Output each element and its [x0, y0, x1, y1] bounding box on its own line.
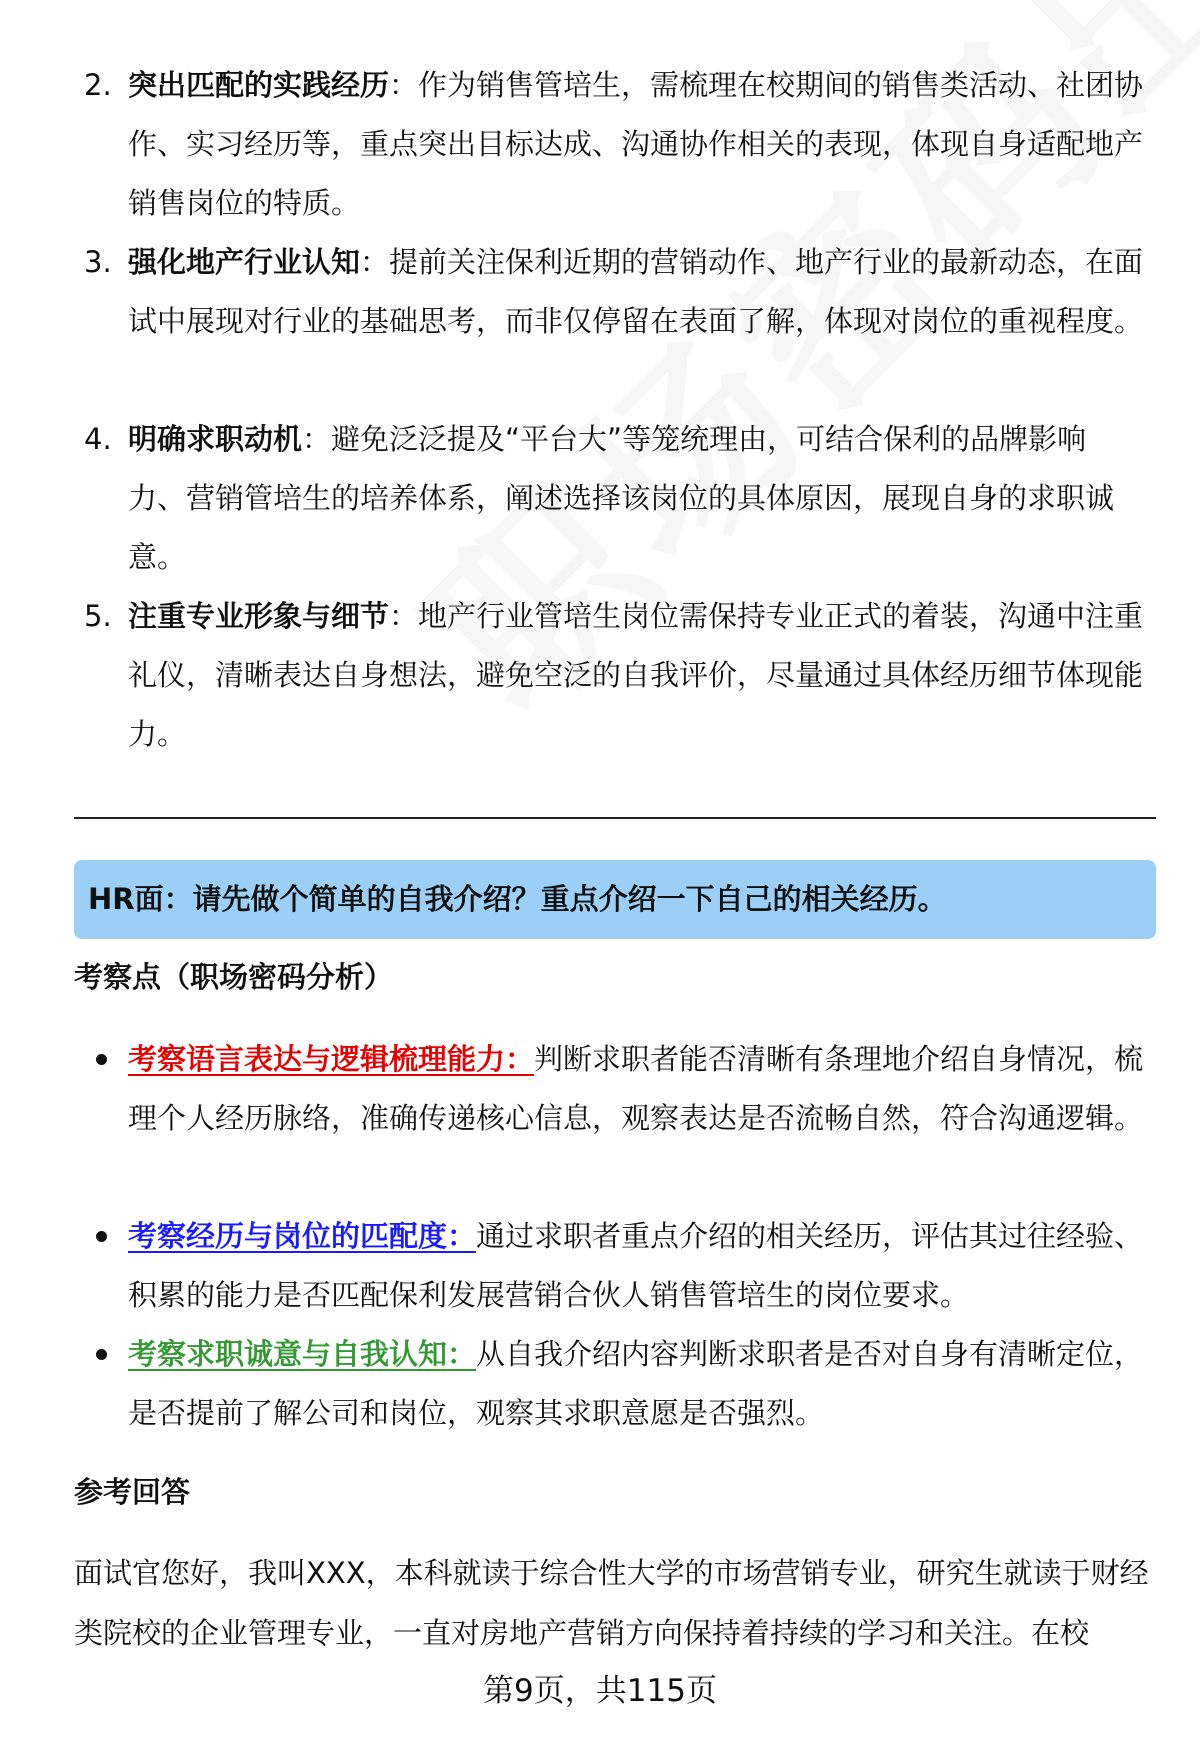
focus-heading: 考察点（职场密码分析）: [74, 960, 394, 994]
focus-points-list: [74, 1030, 1144, 1443]
tip-sep: ：: [360, 245, 390, 279]
list-item: [74, 410, 1144, 587]
list-number: 2.: [84, 68, 112, 102]
tip-title: 突出匹配的实践经历: [128, 68, 390, 102]
section-divider: [74, 817, 1156, 819]
list-item: [74, 233, 1144, 410]
tips-list: [74, 56, 1144, 764]
tip-text: 作为销售管培生，需梳理在校期间的销售类活动、社团协作、实习经历等，重点突出目标达成、沟通协作相关的表现，体现自身适配地产销售岗位的特质。: [128, 68, 1144, 220]
bullet-dot: [96, 1231, 107, 1242]
tip-title: 强化地产行业认知: [128, 245, 361, 279]
tip-sep: ：: [302, 422, 332, 456]
tip-text: 提前关注保利近期的营销动作、地产行业的最新动态，在面试中展现对行业的基础思考，而非仅停留在表面了解，体现对岗位的重视程度。: [128, 245, 1144, 338]
point-text: 从自我介绍内容判断求职者是否对自身有清晰定位，是否提前了解公司和岗位，观察其求职意愿是否强烈。: [128, 1337, 1144, 1430]
list-item: [74, 587, 1144, 764]
tip-sep: ：: [389, 599, 419, 633]
tip-title: 注重专业形象与细节: [128, 599, 390, 633]
page-footer: 第9页，共115页: [483, 1673, 717, 1709]
point-label: 考察语言表达与逻辑梳理能力：: [128, 1042, 535, 1076]
point-label: 考察经历与岗位的匹配度：: [128, 1219, 477, 1253]
list-number: 5.: [84, 599, 112, 633]
tip-text: 避免泛泛提及“平台大”等笼统理由，可结合保利的品牌影响力、营销管培生的培养体系，阐述选择该岗位的具体原因，展现自身的求职诚意。: [128, 422, 1115, 574]
bullet-dot: [96, 1054, 107, 1065]
list-item: [74, 1030, 1144, 1207]
question-banner: [74, 860, 1156, 939]
list-number: 4.: [84, 422, 112, 456]
point-label: 考察求职诚意与自我认知：: [128, 1337, 477, 1371]
bullet-dot: [96, 1349, 107, 1360]
tip-title: 明确求职动机: [128, 422, 303, 456]
point-text: 判断求职者能否清晰有条理地介绍自身情况，梳理个人经历脉络，准确传递核心信息，观察表达是否流畅自然，符合沟通逻辑。: [128, 1042, 1144, 1135]
answer-paragraph: 面试官您好，我叫XXX，本科就读于综合性大学的市场营销专业，研究生就读于财经类院校的企业管理专业，一直对房地产营销方向保持着持续的学习和关注。在校: [74, 1556, 1149, 1650]
tip-text: 地产行业管培生岗位需保持专业正式的着装，沟通中注重礼仪，清晰表达自身想法，避免空泛的自我评价，尽量通过具体经历细节体现能力。: [128, 599, 1144, 751]
tip-sep: ：: [389, 68, 419, 102]
answer-heading: 参考回答: [74, 1475, 191, 1509]
question-text: HR面：请先做个简单的自我介绍？重点介绍一下自己的相关经历。: [88, 882, 947, 916]
list-number: 3.: [84, 245, 112, 279]
point-text: 通过求职者重点介绍的相关经历，评估其过往经验、积累的能力是否匹配保利发展营销合伙人销售管培生的岗位要求。: [128, 1219, 1144, 1312]
list-item: [74, 1207, 1144, 1325]
list-item: [74, 56, 1144, 233]
list-item: [74, 1325, 1144, 1443]
